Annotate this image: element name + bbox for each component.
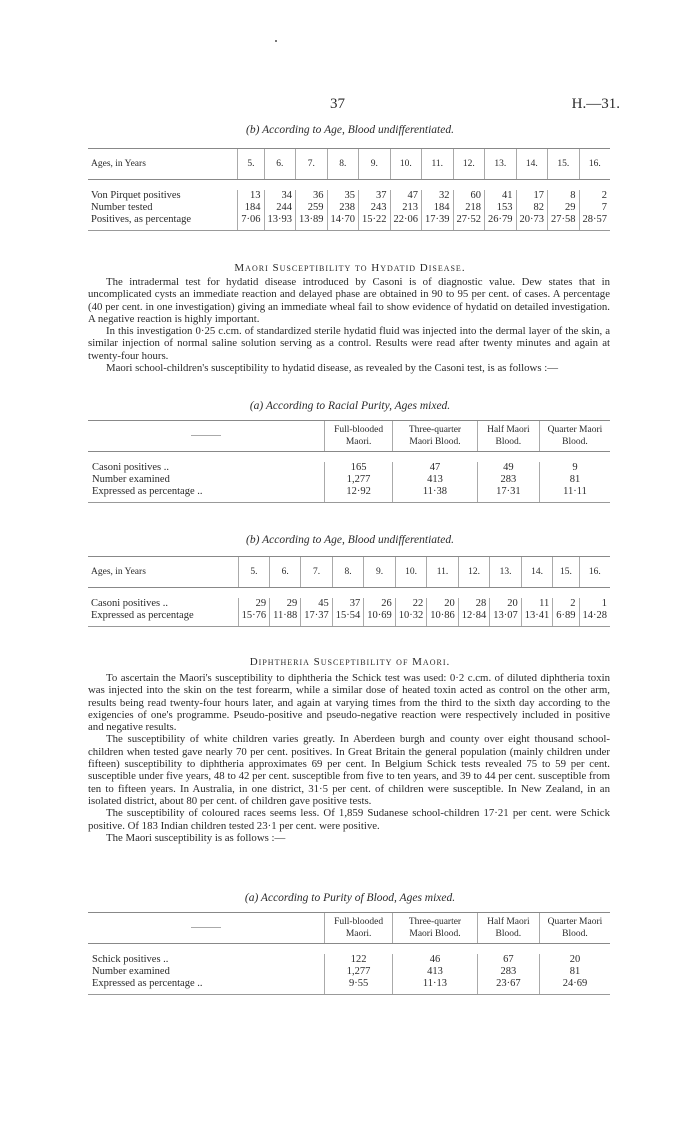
blood-column-header: Full-blooded Maori. — [325, 421, 393, 452]
table-row — [88, 474, 610, 486]
table-cell: 8 — [548, 190, 580, 202]
table-cell: 32 — [422, 190, 454, 202]
age-column-header: 13. — [490, 557, 522, 588]
table-cell: 17·39 — [422, 214, 454, 231]
table-cell: 45 — [301, 598, 333, 610]
table-cell: 82 — [516, 202, 548, 214]
table-cell: 12·92 — [325, 486, 393, 503]
table-cell: 47 — [393, 462, 478, 474]
table-row — [88, 954, 610, 966]
table-cell: 13·93 — [264, 214, 296, 231]
table-cell: 17·31 — [477, 486, 539, 503]
table-cell: 27·58 — [548, 214, 580, 231]
table-cell: 213 — [390, 202, 422, 214]
table-row — [88, 202, 610, 214]
table-cell: 81 — [539, 474, 610, 486]
table-cell: 26 — [364, 598, 396, 610]
age-column-header: 12. — [453, 149, 485, 180]
table-row — [88, 486, 610, 503]
table-cell: 11·13 — [393, 978, 478, 995]
row-label: Number tested — [91, 202, 153, 213]
table-cell: 47 — [390, 190, 422, 202]
table-row — [88, 610, 610, 627]
diphtheria-heading: Diphtheria Susceptibility of Maori. — [249, 656, 451, 668]
table-schick-by-purity — [88, 912, 610, 995]
age-column-header: 14. — [521, 557, 553, 588]
age-column-header: 6. — [270, 557, 301, 588]
table-cell: 1,277 — [325, 966, 393, 978]
table-row — [88, 598, 610, 610]
table-cell: 283 — [477, 474, 539, 486]
table-cell: 20·73 — [516, 214, 548, 231]
table-cell: 9 — [539, 462, 610, 474]
age-column-header: 5. — [238, 557, 270, 588]
age-column-header: 16. — [579, 557, 610, 588]
table-row — [88, 190, 610, 202]
table-cell: 2 — [553, 598, 579, 610]
table-casoni-by-age — [88, 556, 610, 627]
blood-column-header: Three-quarter Maori Blood. — [393, 421, 478, 452]
table-cell: 12·84 — [458, 610, 490, 627]
table-cell: 20 — [427, 598, 459, 610]
table-cell: 28 — [458, 598, 490, 610]
age-column-header: 13. — [485, 149, 517, 180]
table-cell: 184 — [238, 202, 264, 214]
table-cell: 20 — [539, 954, 610, 966]
table-cell: 60 — [453, 190, 485, 202]
table-cell: 238 — [327, 202, 359, 214]
age-column-header: 14. — [516, 149, 548, 180]
table-cell: 413 — [393, 474, 478, 486]
row-label: Number examined — [92, 966, 170, 977]
table-cell: 10·69 — [364, 610, 396, 627]
table-cell: 20 — [490, 598, 522, 610]
paragraph: The susceptibility of coloured races seems less. Of 1,859 Sudanese school-children 17·21 per cent. were Schick positive. Of 183 Indian children tested 23·1 per cent. were positive. — [88, 807, 610, 832]
table-cell: 67 — [477, 954, 539, 966]
age-column-header: 9. — [364, 557, 396, 588]
row-label: Number examined — [92, 474, 170, 485]
table-cell: 13·07 — [490, 610, 522, 627]
table-row — [88, 966, 610, 978]
row-label: Expressed as percentage .. — [88, 486, 325, 503]
table-cell: 11·38 — [393, 486, 478, 503]
age-column-header: 5. — [238, 149, 264, 180]
row-label: Casoni positives .. — [92, 462, 170, 473]
table-cell: 29 — [238, 598, 270, 610]
table-cell: 13·41 — [521, 610, 553, 627]
table-cell: 14·28 — [579, 610, 610, 627]
table-cell: 49 — [477, 462, 539, 474]
age-axis-label: Ages, in Years — [88, 557, 238, 588]
table-cell: 26·79 — [485, 214, 517, 231]
table-cell: 37 — [332, 598, 364, 610]
table-cell: 17 — [516, 190, 548, 202]
table2-caption: (a) According to Racial Purity, Ages mixed. — [249, 400, 451, 412]
table-cell: 17·37 — [301, 610, 333, 627]
row-label: Expressed as percentage — [88, 610, 238, 627]
table-cell: 7 — [579, 202, 610, 214]
hydatid-text — [88, 276, 610, 374]
header-rule — [191, 927, 221, 928]
table-cell: 15·76 — [238, 610, 270, 627]
table-cell: 6·89 — [553, 610, 579, 627]
empty-header — [88, 913, 325, 944]
table3-caption: (b) According to Age, Blood undifferentiated. — [246, 534, 454, 546]
table-cell: 23·67 — [477, 978, 539, 995]
table-cell: 41 — [485, 190, 517, 202]
page-number: 37 — [330, 96, 345, 112]
age-column-header: 15. — [548, 149, 580, 180]
row-label: Casoni positives .. — [91, 598, 169, 609]
age-column-header: 8. — [327, 149, 359, 180]
row-label: Positives, as percentage — [88, 214, 238, 231]
table-cell: 35 — [327, 190, 359, 202]
table-cell: 259 — [296, 202, 328, 214]
table-row — [88, 978, 610, 995]
paragraph: In this investigation 0·25 c.cm. of standardized sterile hydatid fluid was injected into the dermal layer of the skin, a similar injection of normal saline solution serving as a control. Results were read after twenty minutes and again at twenty-four hours. — [88, 325, 610, 362]
table-cell: 11 — [521, 598, 553, 610]
blood-column-header: Half Maori Blood. — [477, 421, 539, 452]
table-cell: 122 — [325, 954, 393, 966]
table-cell: 36 — [296, 190, 328, 202]
age-column-header: 6. — [264, 149, 296, 180]
age-column-header: 15. — [553, 557, 579, 588]
table-cell: 81 — [539, 966, 610, 978]
age-column-header: 10. — [395, 557, 427, 588]
row-label: Von Pirquet positives — [91, 190, 181, 201]
header-rule — [191, 435, 221, 436]
blood-column-header: Quarter Maori Blood. — [539, 913, 610, 944]
table-row — [88, 214, 610, 231]
table-cell: 28·57 — [579, 214, 610, 231]
table-cell: 244 — [264, 202, 296, 214]
table-von-pirquet-by-age — [88, 148, 610, 231]
age-axis-label: Ages, in Years — [88, 149, 238, 180]
table-cell: 34 — [264, 190, 296, 202]
age-column-header: 16. — [579, 149, 610, 180]
table-cell: 15·22 — [359, 214, 391, 231]
blood-column-header: Half Maori Blood. — [477, 913, 539, 944]
row-label: Schick positives .. — [92, 954, 169, 965]
table-cell: 2 — [579, 190, 610, 202]
table-cell: 9·55 — [325, 978, 393, 995]
table1-caption: (b) According to Age, Blood undifferentiated. — [246, 124, 454, 136]
table-cell: 1,277 — [325, 474, 393, 486]
blood-column-header: Full-blooded Maori. — [325, 913, 393, 944]
table-cell: 11·11 — [539, 486, 610, 503]
table-cell: 184 — [422, 202, 454, 214]
empty-header — [88, 421, 325, 452]
table-cell: 22·06 — [390, 214, 422, 231]
age-column-header: 8. — [332, 557, 364, 588]
blood-column-header: Three-quarter Maori Blood. — [393, 913, 478, 944]
table-cell: 1 — [579, 598, 610, 610]
table-cell: 243 — [359, 202, 391, 214]
table-cell: 24·69 — [539, 978, 610, 995]
table-cell: 11·88 — [270, 610, 301, 627]
table-cell: 10·32 — [395, 610, 427, 627]
table-cell: 14·70 — [327, 214, 359, 231]
paragraph: The intradermal test for hydatid disease introduced by Casoni is of diagnostic value. Dew states that in uncomplicated cysts an immediate reaction and delayed phase are obtained in 90 to 95 per cent. of cases. A percentage (40 per cent. in one investigation) giving an immediate wheal fail to show evidence of hydatid on detailed investigation. A negative reaction is highly important. — [88, 276, 610, 325]
age-column-header: 7. — [296, 149, 328, 180]
table-cell: 46 — [393, 954, 478, 966]
table-cell: 22 — [395, 598, 427, 610]
document-id: H.—31. — [571, 96, 620, 112]
row-label: Expressed as percentage .. — [88, 978, 325, 995]
age-column-header: 9. — [359, 149, 391, 180]
table-cell: 413 — [393, 966, 478, 978]
table-cell: 13 — [238, 190, 264, 202]
table-cell: 10·86 — [427, 610, 459, 627]
scan-speck — [275, 40, 277, 42]
table-casoni-by-purity — [88, 420, 610, 503]
age-column-header: 11. — [427, 557, 459, 588]
table-cell: 29 — [270, 598, 301, 610]
table-cell: 15·54 — [332, 610, 364, 627]
age-column-header: 7. — [301, 557, 333, 588]
table-cell: 7·06 — [238, 214, 264, 231]
paragraph: Maori school-children's susceptibility to hydatid disease, as revealed by the Casoni test, is as follows :— — [106, 362, 559, 375]
table-cell: 29 — [548, 202, 580, 214]
paragraph: The Maori susceptibility is as follows :— — [106, 831, 286, 844]
paragraph: To ascertain the Maori's susceptibility to diphtheria the Schick test was used: 0·2 c.cm. of diluted diphtheria toxin was injected into the skin on the test forearm, while a similar dose of heated toxin acted as control on the other arm, results being read twenty-four hours later, and again at varying times from the third to the sixth day according to the exigencies of one's programme. Pseudo-positive and pseudo-negative reaction were respectively included in positive and negative results. — [88, 672, 610, 734]
table-cell: 37 — [359, 190, 391, 202]
table-cell: 27·52 — [453, 214, 485, 231]
table-cell: 283 — [477, 966, 539, 978]
age-column-header: 11. — [422, 149, 454, 180]
table-cell: 165 — [325, 462, 393, 474]
table-row — [88, 462, 610, 474]
diphtheria-text — [88, 672, 610, 844]
table-cell: 153 — [485, 202, 517, 214]
hydatid-heading: Maori Susceptibility to Hydatid Disease. — [234, 262, 466, 274]
table-cell: 13·89 — [296, 214, 328, 231]
table-cell: 218 — [453, 202, 485, 214]
paragraph: The susceptibility of white children varies greatly. In Aberdeen burgh and county over eight thousand school-children when tested gave nearly 70 per cent. positives. In Great Britain the general population (mainly children under fifteen) susceptibility to diphtheria approximates 69 per cent. In Belgium Schick tests revealed 75 to 59 per cent. susceptible under five years, 48 to 42 per cent. susceptible from five to ten years, and 39 to 44 per cent. susceptible from ten to fifteen years. In Australia, in one district, 31·5 per cent. of children were susceptible. In New Zealand, in an isolated district, about 80 per cent. of children gave positive tests. — [88, 733, 610, 807]
blood-column-header: Quarter Maori Blood. — [539, 421, 610, 452]
age-column-header: 12. — [458, 557, 490, 588]
table4-caption: (a) According to Purity of Blood, Ages mixed. — [244, 892, 456, 904]
age-column-header: 10. — [390, 149, 422, 180]
